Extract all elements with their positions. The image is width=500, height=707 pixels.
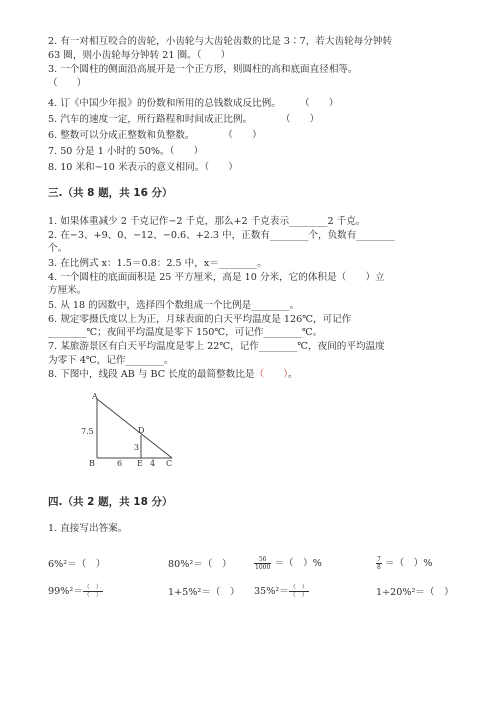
fraction-7-8: $\frac{7}{8}$ <box>377 556 381 571</box>
s3-line-4: 3. 在比例式 x：1.5＝0.8：2.5 中，x＝________。 <box>48 258 267 269</box>
s3-line-8: 6. 规定零摄氏度以上为正，月球表面的白天平均温度是 126℃，可记作 <box>48 314 352 325</box>
label-e: E <box>137 459 143 468</box>
calc-1-div-20pct-sq: 1÷20%²＝（ ） <box>376 587 454 598</box>
s3-q8-blank: （ ） <box>254 369 289 380</box>
s3-q8-text: 8. 下图中，线段 AB 与 BC 长度的最简整数比是 <box>48 369 255 380</box>
s3-line-6: 方厘米。 <box>48 285 87 296</box>
tf-line-3: 3. 一个圆柱的侧面沿高展开是一个正方形，则圆柱的高和底面直径相等。 <box>48 64 358 75</box>
calc-1-plus-5pct-sq: 1+5%²＝（ ） <box>168 587 240 598</box>
fraction-blank-2: $\frac{( )}{( )}$ <box>289 584 308 599</box>
s3-line-7: 5. 从 18 的因数中，选择四个数组成一个比例是________。 <box>48 300 300 311</box>
s3-line-5: 4. 一个圆柱的底面面积是 25 平方厘米，高是 10 分米，它的体积是（ ）立 <box>48 272 385 283</box>
label-a: A <box>92 392 98 401</box>
tf-line-1: 2. 有一对相互咬合的齿轮，小齿轮与大齿轮齿数的比是 3∶7，若大齿轮每分钟转 <box>48 36 393 47</box>
calc-35pct-sq: 35%²＝ $\frac{( )}{( )}$ <box>254 584 308 599</box>
tf-line-4: （ ） <box>48 78 87 89</box>
tf-line-2: 63 圈，则小齿轮每分钟转 21 圈。（ ） <box>48 50 231 61</box>
label-b: B <box>89 459 95 468</box>
s3-line-10: 7. 某旅游景区有白天平均温度是零上 22℃，记作________℃，夜间的平均温度 <box>48 341 385 352</box>
s3-q8-end: 。 <box>288 369 298 380</box>
s3-line-12 <box>48 369 298 381</box>
label-de-length: 3 <box>134 443 140 452</box>
triangle-figure <box>78 392 178 470</box>
calc-80pct-sq: 80%²＝（ ） <box>168 559 232 570</box>
tf-line-6: 5. 汽车的速度一定，所行路程和时间成正比例。 （ ） <box>48 114 320 125</box>
section4-title: 四.（共 2 题，共 18 分） <box>48 496 173 508</box>
calc-99pct-sq: 99%²＝ $\frac{( )}{( )}$ <box>48 584 102 599</box>
s3-line-11: 为零下 4℃，记作________。 <box>48 355 174 366</box>
calc-6pct-sq: 6%²＝（ ） <box>48 559 106 570</box>
s4-intro: 1. 直接写出答案。 <box>48 523 128 534</box>
label-be-length: 6 <box>117 459 123 468</box>
s3-line-3: 个。 <box>48 243 68 254</box>
tf-line-7: 6. 整数可以分成正整数和负整数。 （ ） <box>48 130 262 141</box>
label-d: D <box>138 426 145 435</box>
label-ab-length: 7.5 <box>81 427 94 436</box>
s3-line-9: ________℃；夜间平均温度是零下 150℃，可记作________℃。 <box>48 327 323 338</box>
calc-56-over-1000: $\frac{56}{1000}$ ＝（ ）% <box>255 556 322 571</box>
section3-title: 三.（共 8 题，共 16 分） <box>48 187 173 199</box>
label-c: C <box>166 459 173 468</box>
s3-line-1: 1. 如果体重减少 2 千克记作−2 千克，那么+2 千克表示________2 千克。 <box>48 216 366 227</box>
fraction-blank-1: $\frac{( )}{( )}$ <box>83 584 102 599</box>
calc-7-over-8: $\frac{7}{8}$ ＝（ ）% <box>377 556 433 571</box>
tf-line-8: 7. 50 分是 1 小时的 50%。（ ） <box>48 146 204 157</box>
tf-line-5: 4. 订《中国少年报》的份数和所用的总钱数成反比例。 （ ） <box>48 98 339 109</box>
label-ec-length: 4 <box>150 459 156 468</box>
s3-line-2: 2. 在−3、+9、0、−12、−0.6、+2.3 中，正数有________个，负数有________ <box>48 230 395 241</box>
tf-line-9: 8. 10 米和−10 米表示的意义相同。（ ） <box>48 162 238 173</box>
fraction-56-1000: $\frac{56}{1000}$ <box>255 556 271 571</box>
